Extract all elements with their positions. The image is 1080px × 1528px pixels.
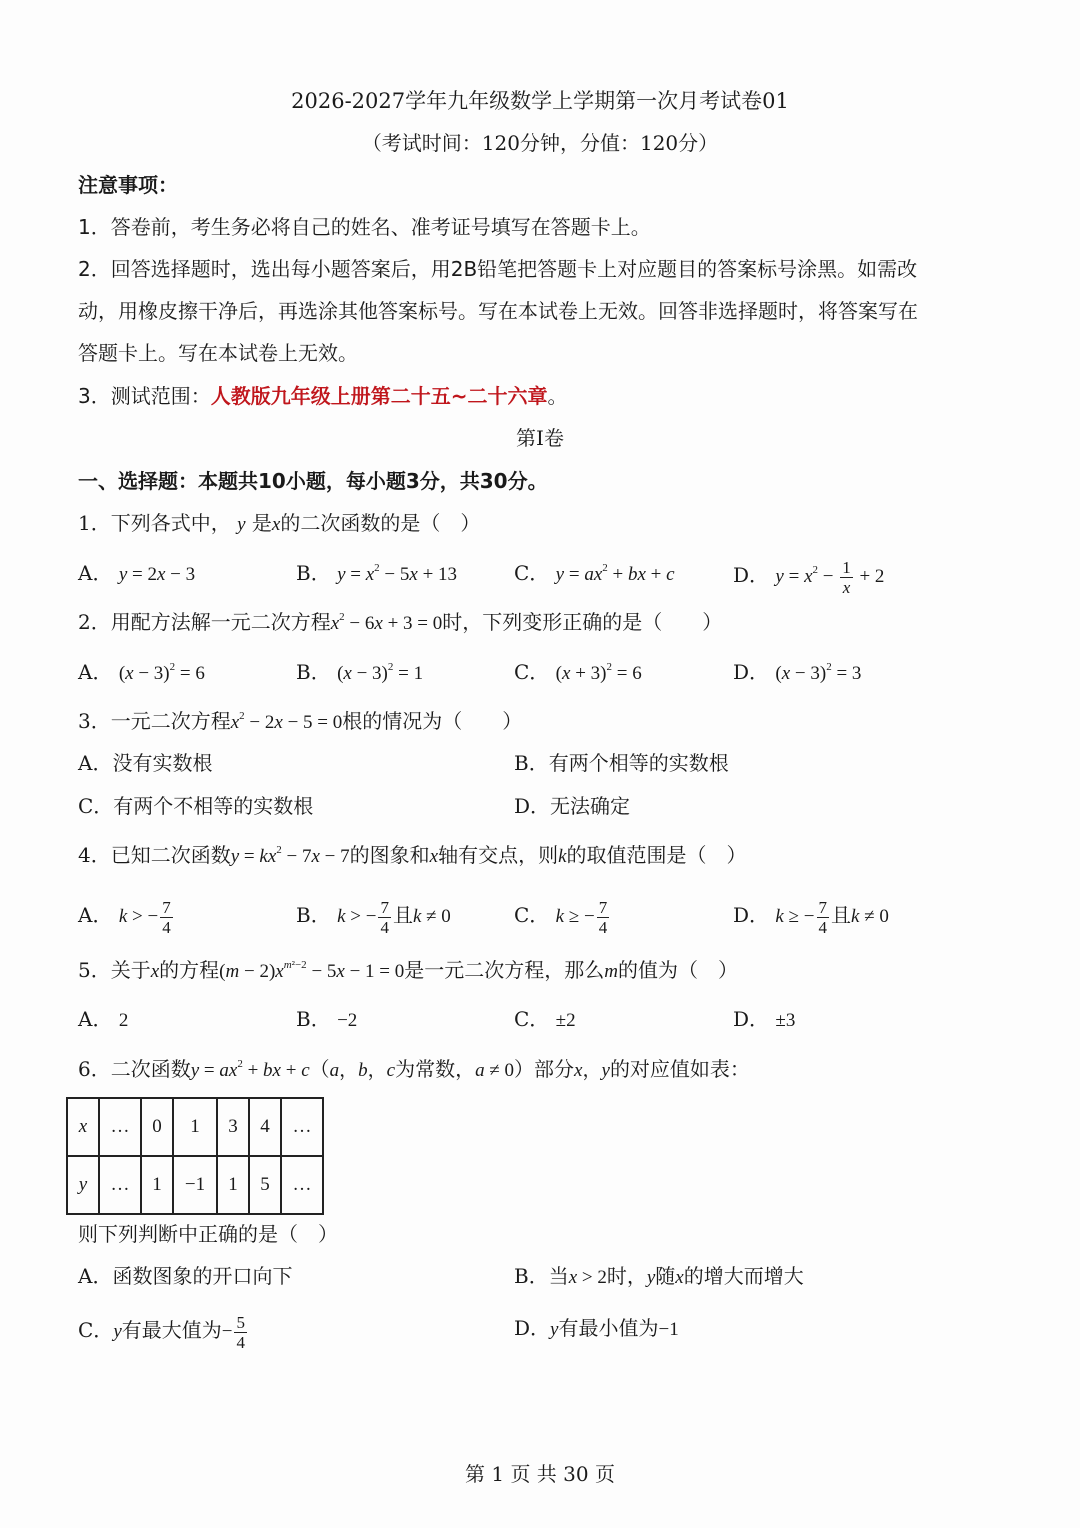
table-cell: y <box>67 1156 99 1214</box>
q6-stem-e: ）部分 <box>514 1057 575 1081</box>
notes-heading: 注意事项： <box>78 173 178 197</box>
table-cell: 5 <box>249 1156 281 1214</box>
exam-title: 2026-2027学年九年级数学上学期第一次月考试卷01 <box>291 89 789 113</box>
q6-option-b: B．当x > 2时，y随x的增大而增大 <box>514 1264 804 1288</box>
q5-stem-b: 的方程 <box>159 958 220 982</box>
table-row-x <box>67 1098 323 1156</box>
question-1-stem: 1．下列各式中， y 是x的二次函数的是（ ） <box>78 511 481 535</box>
q6-option-a: A．函数图象的开口向下 <box>78 1264 293 1288</box>
table-cell: 1 <box>173 1098 217 1156</box>
q3-stem-b: 根的情况为（ ） <box>342 709 523 733</box>
q5-stem-d: 的值为（ ） <box>618 958 739 982</box>
q4-stem-a: 4．已知二次函数 <box>78 843 231 867</box>
q1-option-c: C． $y = ax^2$ + bx + c <box>514 561 675 585</box>
q4-stem-c: 轴有交点，则 <box>438 843 559 867</box>
note-item-3-prefix: 3．测试范围： <box>78 384 211 408</box>
q5-option-c: C． ±2 <box>514 1007 576 1031</box>
q2-stem-b: 时，下列变形正确的是（ ） <box>442 610 723 634</box>
q5-b-val: −2 <box>337 1010 358 1031</box>
q1-stem-c: 的二次函数的是（ ） <box>280 511 481 535</box>
section-heading: 一、选择题：本题共10小题，每小题3分，共30分。 <box>78 469 548 493</box>
note-item-2-line-2: 动，用橡皮擦干净后，再选涂其他答案标号。写在本试卷上无效。回答非选择题时，将答案写在 <box>78 299 918 323</box>
q5-d-val: ±3 <box>775 1010 796 1031</box>
q6-c-a: C． <box>78 1317 114 1342</box>
q1-stem-a: 1．下列各式中， <box>78 511 231 535</box>
note-item-3 <box>78 381 1010 411</box>
q3-option-b: B．有两个相等的实数根 <box>514 751 729 775</box>
q6-stem-a: 6．二次函数 <box>78 1057 191 1081</box>
q3-option-d: D．无法确定 <box>514 794 631 818</box>
q3-stem-a: 3．一元二次方程 <box>78 709 231 733</box>
q6-d-a: D． <box>514 1316 551 1340</box>
q4-option-d: D． k ≥ − $\frac{7}{4}$ 且k ≠ 0 <box>733 898 889 937</box>
q5-option-a: A． 2 <box>78 1007 129 1031</box>
question-6-stem: 6．二次函数$y = ax^2$ + bx + c（a，b，c为常数，a ≠ 0）部分x，y的对应值如表： <box>78 1057 750 1081</box>
note-item-2-line-3: 答题卡上。写在本试卷上无效。 <box>78 341 358 365</box>
page-footer: 第 1 页 共 30 页 <box>465 1462 615 1486</box>
table-cell: 3 <box>217 1098 249 1156</box>
q6-c-b: 有最大值为 <box>121 1317 222 1342</box>
question-2-stem: 2．用配方法解一元二次方程$x^2 - 6x + 3 = 0$时，下列变形正确的是（ ） <box>78 610 723 634</box>
table-cell: … <box>281 1098 323 1156</box>
q1-option-d: D． $y = x^2$ − $\frac{1}{x}$ + 2 <box>733 558 885 597</box>
table-cell: 4 <box>249 1098 281 1156</box>
q2-option-c: C． $(x + 3)^2 = 6$ <box>514 660 642 684</box>
q3-option-c: C．有两个不相等的实数根 <box>78 794 314 818</box>
q6-stem-f: 的对应值如表： <box>609 1057 750 1081</box>
question-4-stem: 4．已知二次函数$y = kx^2 - 7x - 7$的图象和x轴有交点，则k的取值范围是（ ） <box>78 843 747 867</box>
q1-option-b: B． $y = x^2 - 5x + 13$ <box>296 561 458 585</box>
q5-option-b: B． −2 <box>296 1007 358 1031</box>
table-cell: 0 <box>141 1098 173 1156</box>
q6-b-c: 随 <box>655 1264 676 1288</box>
table-cell: 1 <box>141 1156 173 1214</box>
note-item-1: 1．答卷前，考生务必将自己的姓名、准考证号填写在答题卡上。 <box>78 215 651 239</box>
q6-stem-b: （ <box>309 1057 330 1081</box>
question-5-stem: 5．关于x的方程$(m - 2)x^{m^2-2} - 5x - 1 = 0$是一元二次方程，那么m的值为（ ） <box>78 958 739 982</box>
q6-option-c: C．y有最大值为− $\frac{5}{4}$ <box>78 1313 245 1352</box>
q6-b-b: 时， <box>606 1264 647 1288</box>
q2-option-b: B． $(x - 3)^2 = 1$ <box>296 660 424 684</box>
q1-stem-b: 是 <box>251 511 272 535</box>
exam-subtitle: （考试时间：120分钟，分值：120分） <box>361 131 719 155</box>
note-item-3-suffix: 。 <box>547 384 568 408</box>
q4-option-c: C． k ≥ − $\frac{7}{4}$ <box>514 898 608 937</box>
q4-stem-d: 的取值范围是（ ） <box>566 843 747 867</box>
note-item-2-line-1: 2．回答选择题时，选出每小题答案后，用2B铅笔把答题卡上对应题目的答案标号涂黑。如需改 <box>78 257 918 281</box>
table-cell: … <box>99 1156 141 1214</box>
q6-d-b: 有最小值为 <box>558 1316 659 1340</box>
q4-and: 且 <box>392 902 413 927</box>
q4-option-a: A． k > − $\frac{7}{4}$ <box>78 898 171 937</box>
question-3-stem: 3．一元二次方程$x^2 - 2x - 5 = 0$根的情况为（ ） <box>78 709 523 733</box>
q6-b-d: 的增大而增大 <box>683 1264 804 1288</box>
table-cell: x <box>67 1098 99 1156</box>
q6-followup: 则下列判断中正确的是（ ） <box>78 1222 338 1246</box>
q6-b-a: B．当 <box>514 1264 569 1288</box>
q5-stem-a: 5．关于 <box>78 958 151 982</box>
q5-stem-c: 是一元二次方程，那么 <box>404 958 605 982</box>
table-cell: 1 <box>217 1156 249 1214</box>
q6-d-val: −1 <box>658 1319 679 1340</box>
table-cell: −1 <box>173 1156 217 1214</box>
q6-option-d: D．y有最小值为−1 <box>514 1316 679 1340</box>
table-row-y <box>67 1156 323 1214</box>
value-table <box>66 1097 324 1215</box>
q3-option-a: A．没有实数根 <box>78 751 213 775</box>
q4-and-d: 且 <box>831 902 851 927</box>
q2-option-a: A． $(x - 3)^2 = 6$ <box>78 660 205 684</box>
test-scope: 人教版九年级上册第二十五~二十六章 <box>210 384 548 408</box>
q4-stem-b: 的图象和 <box>349 843 430 867</box>
volume-heading: 第Ⅰ卷 <box>516 426 564 450</box>
table-cell: … <box>281 1156 323 1214</box>
q6-stem-c: 为常数， <box>395 1057 476 1081</box>
q5-c-val: ±2 <box>555 1010 576 1031</box>
q5-option-d: D． ±3 <box>733 1007 796 1031</box>
table-cell: … <box>99 1098 141 1156</box>
q2-option-d: D． $(x - 3)^2 = 3$ <box>733 660 862 684</box>
q5-a-val: 2 <box>118 1010 129 1031</box>
q2-stem-a: 2．用配方法解一元二次方程 <box>78 610 331 634</box>
q1-option-a: A． y = 2x − 3 <box>78 561 196 585</box>
q4-option-b: B． k > − $\frac{7}{4}$ 且k ≠ 0 <box>296 898 451 937</box>
